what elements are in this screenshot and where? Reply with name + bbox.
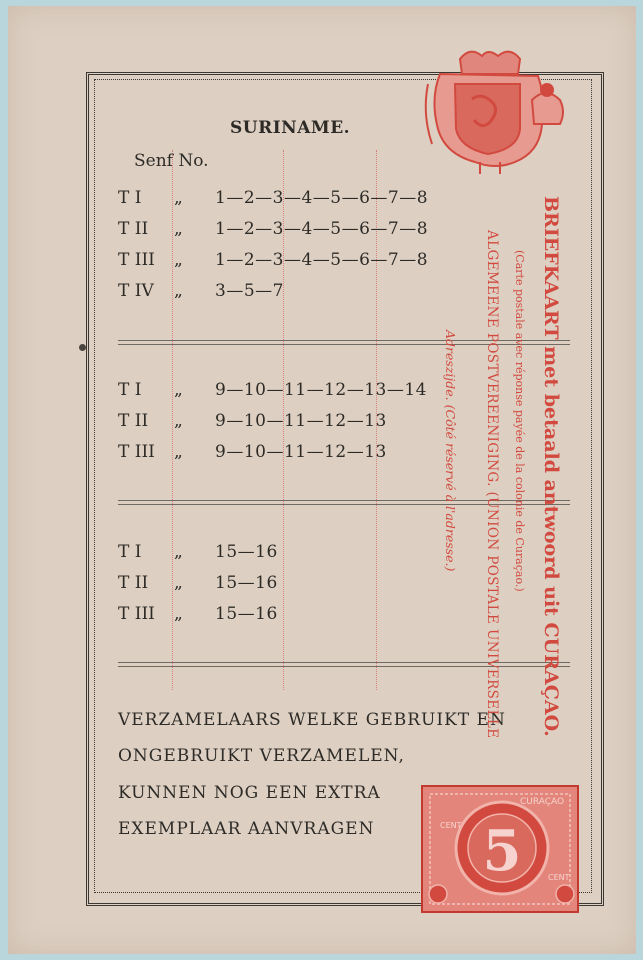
stamp-cent-right: CENT [548,873,570,882]
type-label: T III [118,604,155,624]
ditto-mark: „ [174,380,183,400]
type-label: T III [118,442,155,462]
ditto-mark: „ [174,219,183,239]
ditto-mark: „ [174,442,183,462]
number-list: 15—16 [215,604,278,624]
notice-line: VERZAMELAARS WELKE GEBRUIKT EN [118,710,506,730]
stamp-cent-left: CENT [440,821,462,830]
page-title: SURINAME. [230,118,351,138]
type-label: T I [118,380,142,400]
card-subtitle-vertical: (Carte postale avec réponse payée de la colonie de Curaçao.) [513,250,526,592]
type-label: T III [118,250,155,270]
coat-of-arms-icon [420,44,570,180]
type-label: T II [118,219,149,239]
section-divider [118,662,570,667]
ditto-mark: „ [174,281,183,301]
number-list: 15—16 [215,542,278,562]
number-list: 9—10—11—12—13 [215,442,387,462]
postage-stamp [420,784,580,918]
punch-hole [79,344,86,351]
notice-line: EXEMPLAAR AANVRAGEN [118,819,375,839]
card-title-vertical: BRIEFKAART met betaald antwoord uit CURAÇAO. [540,196,562,737]
ditto-mark: „ [174,411,183,431]
type-label: T I [118,542,142,562]
number-list: 3—5—7 [215,281,284,301]
stamp-value: 5 [482,818,522,884]
number-list: 9—10—11—12—13—14 [215,380,427,400]
type-label: T I [118,188,142,208]
stamp-country: CURAÇAO [520,797,565,807]
notice-line: KUNNEN NOG EEN EXTRA [118,783,381,803]
ditto-mark: „ [174,250,183,270]
ditto-mark: „ [174,573,183,593]
senf-label: Senf No. [134,151,209,171]
address-side-vertical: Adreszijde. (Côté réservé à l'adresse.) [443,330,458,572]
number-list: 1—2—3—4—5—6—7—8 [215,219,429,239]
section-divider [118,340,570,345]
number-list: 1—2—3—4—5—6—7—8 [215,250,429,270]
type-label: T IV [118,281,154,301]
ditto-mark: „ [174,542,183,562]
number-list: 1—2—3—4—5—6—7—8 [215,188,429,208]
number-list: 9—10—11—12—13 [215,411,387,431]
number-list: 15—16 [215,573,278,593]
notice-line: ONGEBRUIKT VERZAMELEN, [118,746,405,766]
type-label: T II [118,573,149,593]
section-divider [118,500,570,505]
union-text-vertical: ALGEMEENE POSTVEREENIGING. (UNION POSTALE UNIVERSELLE [484,230,500,739]
ditto-mark: „ [174,604,183,624]
type-label: T II [118,411,149,431]
ditto-mark: „ [174,188,183,208]
